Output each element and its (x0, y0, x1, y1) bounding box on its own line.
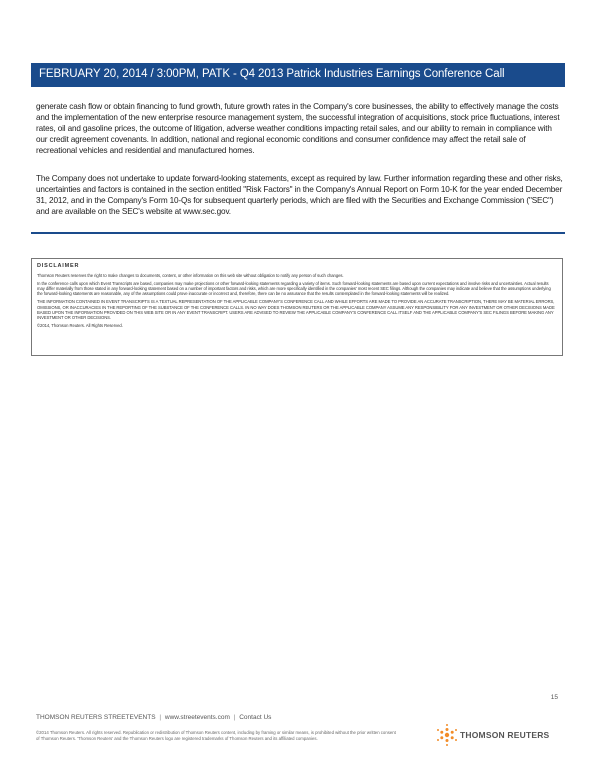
thomson-reuters-logo (436, 723, 566, 747)
footer-legal-text: ©2014 Thomson Reuters. All rights reserved. Republication or redistribution of Thomson Reuters content, including by framing or similar means, is prohibited without the prior written consent of Thomson Reuters. 'Thomson Reuters' and the Thomson Reuters logo are registered trademarks of Thomson Reuters and its affiliated companies. (36, 730, 396, 741)
footer-links (36, 714, 271, 721)
document-title: FEBRUARY 20, 2014 / 3:00PM, PATK - Q4 2013 Patrick Industries Earnings Conference Call (39, 68, 505, 80)
footer-website-link[interactable]: www.streetevents.com (164, 714, 230, 721)
logo-wordmark: THOMSON REUTERS (460, 730, 550, 740)
footer-brand: THOMSON REUTERS STREETEVENTS (36, 714, 156, 721)
disclaimer-paragraph-1: Thomson Reuters reserves the right to make changes to documents, content, or other information on this web site without obligation to notify any person of such changes. (37, 273, 344, 278)
disclaimer-paragraph-3: THE INFORMATION CONTAINED IN EVENT TRANSCRIPTS IS A TEXTUAL REPRESENTATION OF THE APPLICABLE COMPANY'S CONFERENCE CALL AND WHILE EFFORTS ARE MADE TO PROVIDE AN ACCURATE TRANSCRIPTION, THERE MAY BE MATERIAL ERRORS, OMISSIONS, OR INACCURACIES IN THE REPORTING OF THE SUBSTANCE OF THE CONFERENCE CALLS. IN NO WAY DOES THOMSON REUTERS OR THE APPLICABLE COMPANY ASSUME ANY RESPONSIBILITY FOR ANY INVESTMENT OR OTHER DECISIONS MADE BASED UPON THE INFORMATION PROVIDED ON THIS WEB SITE OR IN ANY EVENT TRANSCRIPT. USERS ARE ADVISED TO REVIEW THE APPLICABLE COMPANY'S CONFERENCE CALL ITSELF AND THE APPLICABLE COMPANY'S SEC FILINGS BEFORE MAKING ANY INVESTMENT OR OTHER DECISIONS. (37, 299, 555, 321)
header-bar (31, 63, 565, 87)
footer-contact-link[interactable]: Contact Us (239, 714, 272, 721)
page-number: 15 (550, 694, 558, 701)
disclaimer-title: DISCLAIMER (37, 263, 80, 269)
body-paragraph-2: The Company does not undertake to update forward-looking statements, except as required by law. Further information regarding these and other risks, uncertainties and factors is contained in the section entitled "Risk Factors" in the Company's Annual Report on Form 10-K for the year ended December 31, 2012, and in the Company's Form 10-Qs for subsequent quarterly periods, which are filed with the Securities and Exchange Commission ("SEC") and are available on the SEC's website at www.sec.gov. (36, 174, 563, 216)
disclaimer-copyright: ©2014, Thomson Reuters. All Rights Reserved. (37, 323, 123, 329)
footer-separator-2: | (233, 714, 236, 721)
thomson-reuters-logo-icon (436, 723, 458, 747)
disclaimer-box (31, 258, 563, 356)
section-divider (31, 232, 565, 234)
body-paragraph-1: generate cash flow or obtain financing to fund growth, future growth rates in the Company's core businesses, the ability to effectively manage the costs and the implementation of the new enterprise resource management system, the successful integration of acquisitions, stock price fluctuations, interest rates, oil and gasoline prices, the outcome of litigation, adverse weather conditions impacting retail sales, and our ability to remain in compliance with our credit agreement covenants. In addition, national and regional economic conditions and consumer confidence may affect the retail sale of recreational vehicles and residential and manufactured homes. (36, 102, 560, 155)
footer-separator-1: | (159, 714, 162, 721)
disclaimer-paragraph-2: In the conference calls upon which Event Transcripts are based, companies may make projections or other forward-looking statements regarding a variety of items. Such forward-looking statements are based upon current expectations and involve risks and uncertainties. Actual results may differ materially from those stated in any forward-looking statement based on a number of important factors and risks, which are more specifically identified in the companies' most recent SEC filings. Although the companies may indicate and believe that the assumptions underlying the forward-looking statements are reasonable, any of the assumptions could prove inaccurate or incorrect and, therefore, there can be no assurance that the results contemplated in the forward-looking statements will be realized. (37, 280, 551, 297)
